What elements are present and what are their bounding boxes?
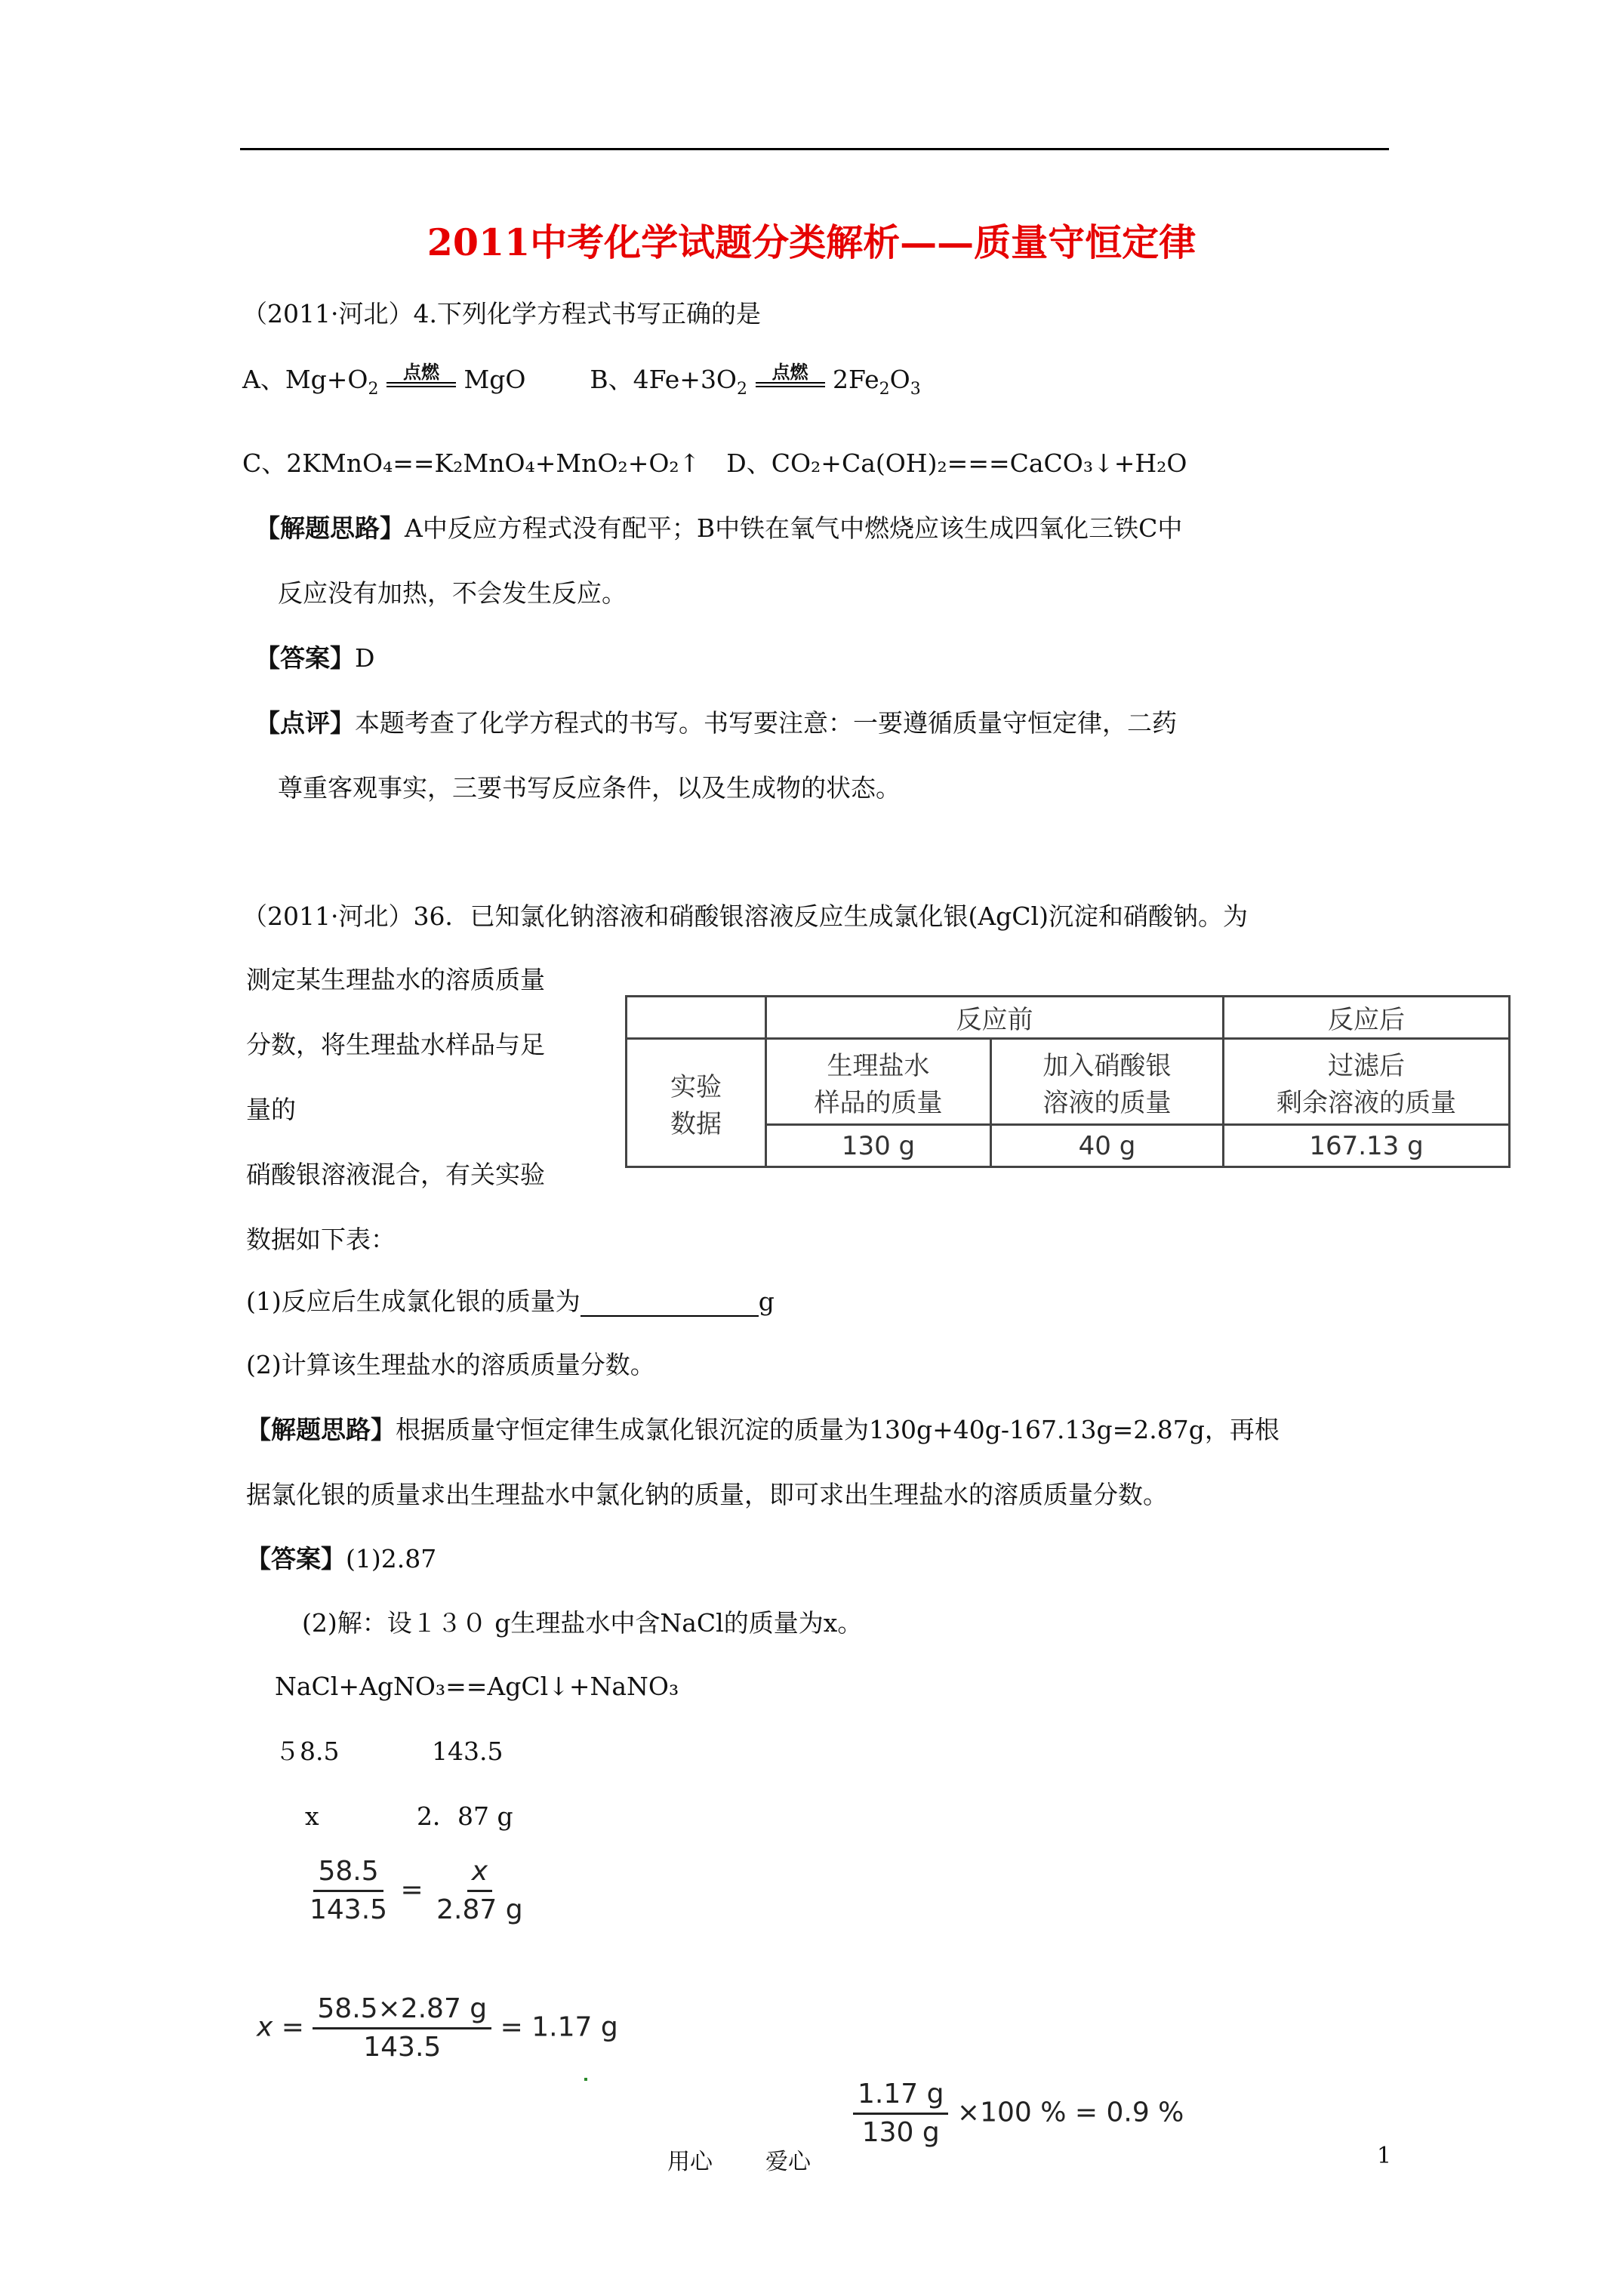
table-row-label: 实验 数据 (627, 1039, 766, 1167)
condition-label: 点燃 (402, 362, 439, 383)
q1-stem: （2011·河北）4.下列化学方程式书写正确的是 (242, 299, 761, 328)
ratio-row-1-a: ５8.5 (275, 1737, 340, 1766)
thinking-tag: 【解题思路】 (246, 1415, 396, 1444)
q2-side-text-5: 数据如下表： (246, 1225, 396, 1254)
footer-text-2: 爱心 (765, 2149, 811, 2175)
page-number: 1 (1377, 2143, 1392, 2169)
q2-sub-question-2: (2)计算该生理盐水的溶质质量分数。 (246, 1350, 655, 1379)
q1-thinking-line2: 反应没有加热，不会发生反应。 (278, 578, 627, 608)
reaction-condition-arrow (387, 362, 456, 395)
proportion-equation: $\frac{58.5}{143.5}$ = $\frac{x}{2.87 g}$ (305, 1854, 528, 1928)
q1-options-cd (242, 448, 1187, 479)
q2-stem: （2011·河北）36．已知氯化钠溶液和硝酸银溶液反应生成氯化银(AgCl)沉淀和硝酸钠。为 (242, 901, 1248, 931)
mass-calculation: x = $\frac{58.5\times 2.87 g}{143.5}$ = 1.17 g (257, 1991, 618, 2066)
table-group-before: 反应前 (766, 997, 1224, 1039)
q2-side-text-1: 测定某生理盐水的溶质质量 (246, 965, 545, 994)
condition-label: 点燃 (771, 362, 808, 383)
q1-options-ab: A、$Mg+O_2$ 点燃 MgO B、$4Fe+3O_2$ 点燃 $2Fe_2O_3$ (242, 362, 921, 399)
fraction-calc: $\frac{58.5\times 2.87 g}{143.5}$ (313, 1991, 491, 2066)
table-header-remaining: 过滤后 剩余溶液的质量 (1224, 1039, 1510, 1125)
footer-text-1: 用心 (667, 2149, 713, 2175)
option-a-product: MgO (463, 365, 526, 394)
q2-side-text-3: 量的 (246, 1095, 296, 1124)
q2-thinking-line2: 据氯化银的质量求出生理盐水中氯化钠的质量，即可求出生理盐水的溶质质量分数。 (246, 1480, 1168, 1509)
comment-tag: 【点评】 (255, 708, 355, 738)
experiment-data-table (625, 995, 1511, 1168)
answer-blank (581, 1293, 759, 1317)
q1-answer: 【答案】D (255, 643, 375, 673)
table-group-after: 反应后 (1224, 997, 1510, 1039)
q1-comment-line1: 【点评】本题考查了化学方程式的书写。书写要注意：一要遵循质量守恒定律，二药 (255, 708, 1177, 738)
option-d: D、CO₂+Ca(OH)₂===CaCO₃↓+H₂O (726, 448, 1187, 478)
q2-side-text-4: 硝酸银溶液混合，有关实验 (246, 1160, 545, 1189)
q2-side-text-2: 分数，将生理盐水样品与足 (246, 1030, 545, 1059)
q2-sub-question-1: (1)反应后生成氯化银的质量为 g (246, 1287, 775, 1316)
table-header-silver-nitrate: 加入硝酸银 溶液的质量 (991, 1039, 1224, 1125)
ratio-row-2-a: x (305, 1801, 319, 1831)
fraction-right: $\frac{x}{2.87 g}$ (432, 1854, 527, 1928)
ratio-row-1-b: 143.5 (432, 1737, 504, 1766)
table-header-sample: 生理盐水 样品的质量 (766, 1039, 991, 1125)
q1-thinking-line1: 【解题思路】A中反应方程式没有配平；B中铁在氧气中燃烧应该生成四氧化三铁C中 (255, 513, 1183, 543)
reaction-condition-arrow (756, 362, 825, 395)
table-cell-value-sample: 130 g (766, 1125, 991, 1167)
ratio-row-2-b: 2．87 g (417, 1801, 513, 1831)
table-cell-value-remaining: 167.13 g (1224, 1125, 1510, 1167)
table-cell-value-silver-nitrate: 40 g (991, 1125, 1224, 1167)
header-rule (240, 148, 1389, 150)
fraction-percentage: $\frac{1.17 g}{130 g}$ (853, 2076, 948, 2151)
option-b-product: 2Fe (833, 365, 879, 394)
answer-tag: 【答案】 (255, 643, 355, 673)
page-title: 2011中考化学试题分类解析——质量守恒定律 (427, 220, 1196, 264)
fraction-left: $\frac{58.5}{143.5}$ (305, 1854, 392, 1928)
table-corner-cell (627, 997, 766, 1039)
answer-tag: 【答案】 (246, 1544, 346, 1573)
q1-comment-line2: 尊重客观事实，三要书写反应条件，以及生成物的状态。 (278, 773, 901, 803)
option-c: C、2KMnO₄==K₂MnO₄+MnO₂+O₂↑ (242, 448, 701, 478)
q2-chemical-equation: NaCl+AgNO₃==AgCl↓+NaNO₃ (275, 1672, 679, 1701)
option-b-label: B、4Fe+3O (590, 365, 737, 394)
option-a-label: A、Mg+O (242, 365, 368, 394)
thinking-tag: 【解题思路】 (255, 513, 405, 543)
q2-answer-1: 【答案】(1)2.87 (246, 1544, 437, 1573)
q2-thinking-line1: 【解题思路】根据质量守恒定律生成氯化银沉淀的质量为130g+40g-167.13g=2.87g，再根 (246, 1415, 1280, 1444)
q2-solution-setup: (2)解：设１３０ g生理盐水中含NaCl的质量为x。 (302, 1608, 863, 1638)
percentage-calculation: $\frac{1.17 g}{130 g}$ ×100 % = 0.9 % (853, 2076, 1184, 2151)
stray-dot (584, 2078, 587, 2081)
